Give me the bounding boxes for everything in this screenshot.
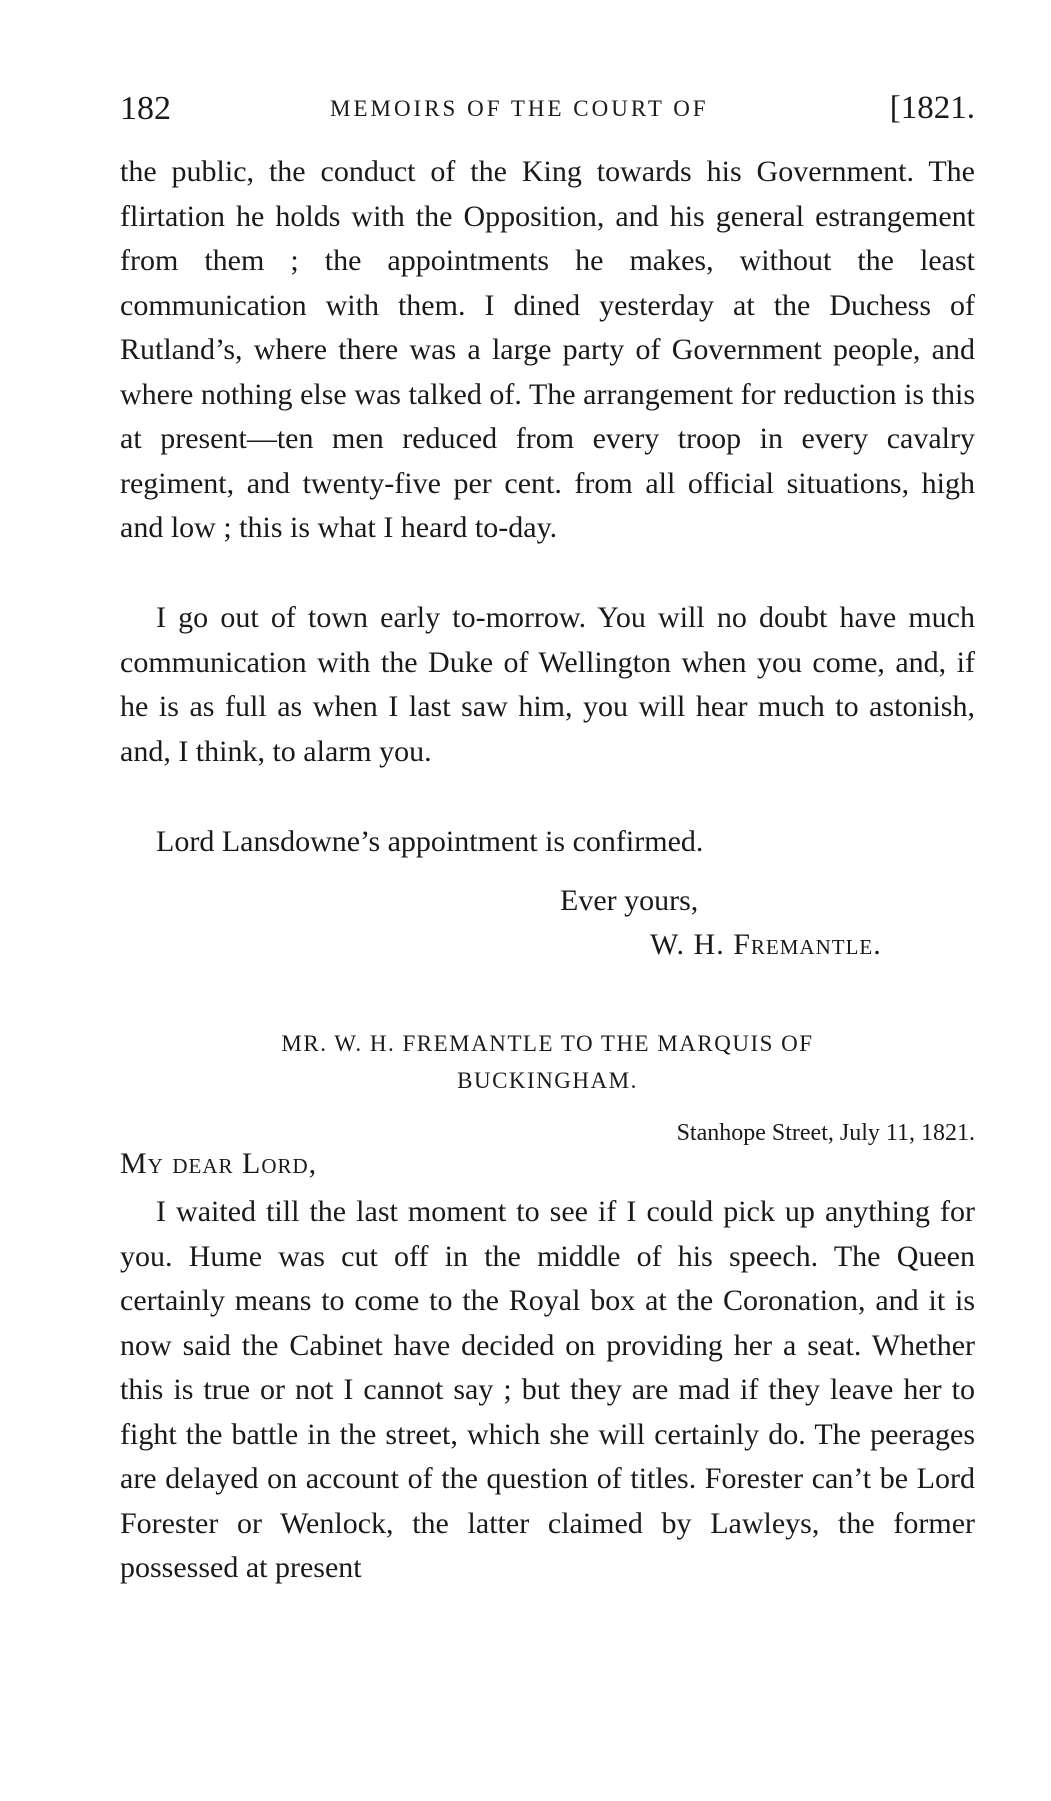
letter-heading-line2: BUCKINGHAM. [457, 1068, 638, 1093]
letter-body [120, 1190, 975, 1591]
running-head: MEMOIRS OF THE COURT OF [330, 96, 709, 121]
paragraph-lansdowne [120, 820, 975, 865]
letter-heading-line1: MR. W. H. FREMANTLE TO THE MARQUIS OF [281, 1031, 814, 1056]
letter-address-date: Stanhope Street, July 11, 1821. [676, 1120, 975, 1146]
page-header [120, 90, 975, 134]
signature: W. H. Fremantle. [650, 928, 882, 961]
header-year: [1821. [889, 90, 975, 126]
paragraph-leaving-town [120, 596, 975, 774]
paragraph-continuation [120, 150, 975, 551]
paragraph-text: the public, the conduct of the King towards his Government. The flirtation he holds with the Opposition, and his general estrangement from them ; the appointments he makes, without the least communication with them. I dined yesterday at the Duchess of Rutland’s, where there was a large party of Government people, and where nothing else was talked of. The arrangement for reduction is this at present—ten men reduced from every troop in every cavalry regiment, and twenty-five per cent. from all official situations, high and low ; this is what I heard to-day. [120, 155, 975, 544]
paragraph-text: I waited till the last moment to see if I could pick up anything for you. Hume was cut off in the middle of his speech. The Queen certainly means to come to the Royal box at the Coronation, and it is now said the Cabinet have decided on providing her a seat. Whether this is true or not I cannot say ; but they are mad if they leave her to fight the battle in the street, which she will certainly do. The peerages are delayed on account of the question of titles. Forester can’t be Lord Forester or Wenlock, the latter claimed by Lawleys, the former possessed at present [120, 1195, 975, 1584]
valediction: Ever yours, [560, 884, 699, 917]
page-number: 182 [120, 90, 171, 127]
salutation: My dear Lord, [120, 1147, 318, 1180]
paragraph-text: Lord Lansdowne’s appointment is confirmed. [156, 825, 704, 858]
paragraph-text: I go out of town early to-morrow. You will no doubt have much communication with the Duke of Wellington when you come, and, if he is as full as when I last saw him, you will hear much to astonish, and, I think, to alarm you. [120, 601, 975, 768]
